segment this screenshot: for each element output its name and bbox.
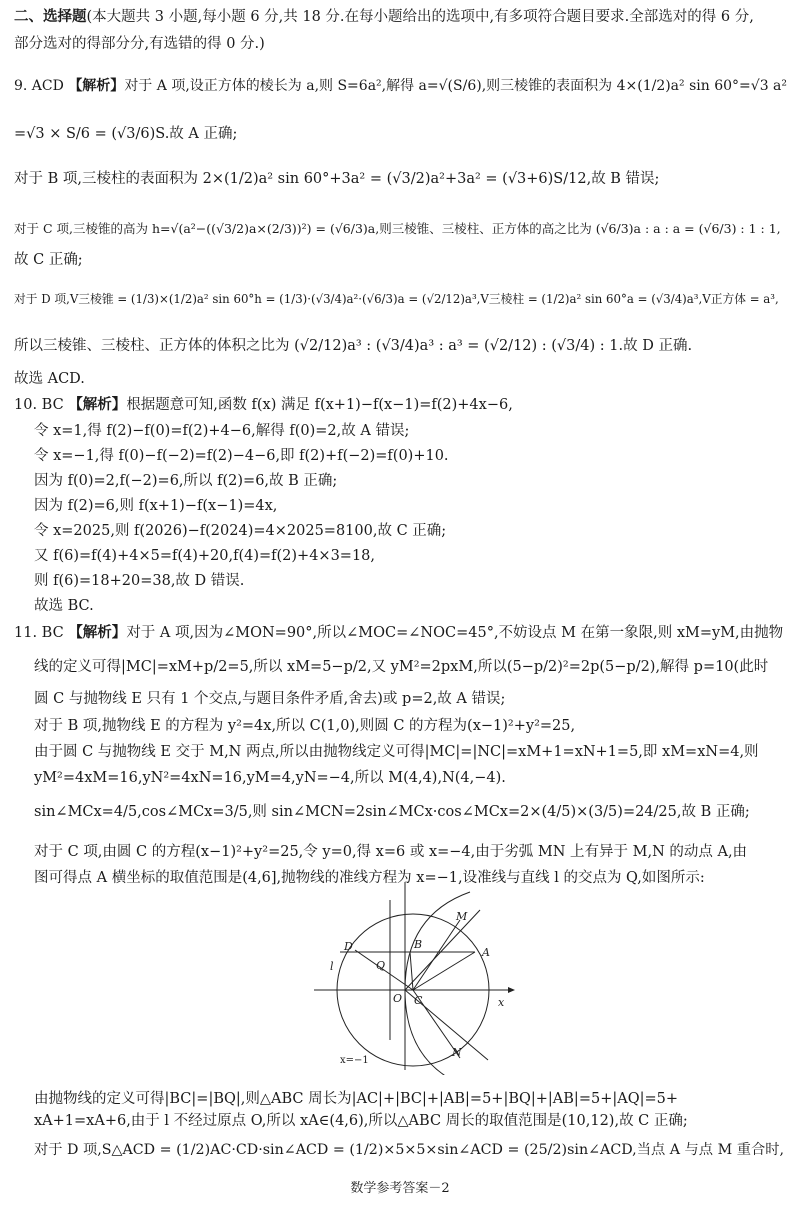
q11-line-10: 由抛物线的定义可得|BC|=|BQ|,则△ABC 周长为|AC|+|BC|+|AB|=5+|BQ|+|AB|=5+|AQ|=5+ (34, 1091, 678, 1107)
geometry-figure (310, 880, 520, 1075)
q9-line-7: 所以三棱锥、三棱柱、正方体的体积之比为 (√2/12)a³ : (√3/4)a³ : a³ = (√2/12) : (√3/4) : 1.故 D 正确. (14, 338, 693, 354)
q10-line-4: 因为 f(0)=2,f(−2)=6,所以 f(2)=6,故 B 正确; (34, 473, 338, 489)
q11-line-12: 对于 D 项,S△ACD = (1/2)AC·CD·sin∠ACD = (1/2)×5×5×sin∠ACD = (25/2)sin∠ACD,当点 A 与点 M 重合时, (34, 1142, 784, 1158)
label-q: Q (376, 959, 386, 972)
q9-tag: 【解析】 (68, 78, 125, 94)
section-heading (14, 8, 754, 26)
q10-line-6: 令 x=2025,则 f(2026)−f(2024)=4×2025=8100,故 C 正确; (34, 523, 447, 539)
q9-line-1 (14, 77, 787, 95)
q9-line-6: 对于 D 项,V三棱锥 = (1/3)×(1/2)a² sin 60°h = (1/3)·(√3/4)a²·(√6/3)a = (√2/12)a³,V三棱柱 = (1/2)a² sin 60°a = (√3/4)a³,V正方体 = a³, (14, 292, 779, 306)
label-o: O (393, 992, 403, 1005)
q9-line-5: 故 C 正确; (14, 252, 83, 268)
q11-line-6: yM²=4xM=16,yN²=4xN=16,yM=4,yN=−4,所以 M(4,4),N(4,−4). (34, 770, 506, 786)
q9-line-4: 对于 C 项,三棱锥的高为 h=√(a²−((√3/2)a×(2/3))²) = (√6/3)a,则三棱锥、三棱柱、正方体的高之比为 (√6/3)a : a : a = (√6/3) : 1 : 1, (14, 221, 781, 236)
q11-line-11: xA+1=xA+6,由于 l 不经过原点 O,所以 xA∈(4,6),所以△ABC 周长的取值范围是(10,12),故 C 正确; (34, 1113, 688, 1129)
label-c: C (414, 994, 423, 1007)
q11-line-3: 圆 C 与抛物线 E 只有 1 个交点,与题目条件矛盾,舍去)或 p=2,故 A 错误; (34, 691, 506, 707)
label-m: M (456, 910, 468, 923)
q9-number: 9. ACD (14, 78, 64, 94)
section-title: 二、选择题 (14, 9, 87, 25)
section-desc-2: 部分选对的得部分分,有选错的得 0 分.) (14, 36, 265, 52)
q9-line-8: 故选 ACD. (14, 371, 85, 387)
q11-line-4: 对于 B 项,抛物线 E 的方程为 y²=4x,所以 C(1,0),则圆 C 的方程为(x−1)²+y²=25, (34, 718, 576, 734)
label-l: l (330, 960, 334, 973)
label-a: A (482, 946, 490, 959)
label-d: D (344, 940, 353, 953)
q10-line-8: 则 f(6)=18+20=38,故 D 错误. (34, 573, 245, 589)
section-desc-1: (本大题共 3 小题,每小题 6 分,共 18 分.在每小题给出的选项中,有多项符合题目要求.全部选对的得 6 分, (86, 9, 754, 25)
label-directrix: x=−1 (340, 1055, 369, 1066)
q10-text-1: 根据题意可知,函数 f(x) 满足 f(x+1)−f(x−1)=f(2)+4x−6, (126, 397, 513, 413)
q11-tag: 【解析】 (68, 625, 127, 641)
q11-line-9: 图可得点 A 横坐标的取值范围是(4,6],抛物线的准线方程为 x=−1,设准线与直线 l 的交点为 Q,如图所示: (34, 870, 705, 886)
page-footer: 数学参考答案－2 (350, 1181, 450, 1196)
q10-line-2: 令 x=1,得 f(2)−f(0)=f(2)+4−6,解得 f(0)=2,故 A 错误; (34, 423, 410, 439)
label-n: N (452, 1046, 462, 1059)
q11-line-8: 对于 C 项,由圆 C 的方程(x−1)²+y²=25,令 y=0,得 x=6 或 x=−4,由于劣弧 MN 上有异于 M,N 的动点 A,由 (34, 844, 748, 860)
q11-line-2: 线的定义可得|MC|=xM+p/2=5,所以 xM=5−p/2,又 yM²=2pxM,所以(5−p/2)²=2p(5−p/2),解得 p=10(此时 (34, 659, 769, 675)
q11-text-1: 对于 A 项,因为∠MON=90°,所以∠MOC=∠NOC=45°,不妨设点 M 在第一象限,则 xM=yM,由抛物 (126, 625, 784, 641)
q10-line-5: 因为 f(2)=6,则 f(x+1)−f(x−1)=4x, (34, 498, 278, 514)
q11-line-5: 由于圆 C 与抛物线 E 交于 M,N 两点,所以由抛物线定义可得|MC|=|NC|=xM+1=xN+1=5,即 xM=xN=4,则 (34, 744, 759, 760)
q10-line-9: 故选 BC. (34, 598, 94, 614)
x-axis-arrow (508, 987, 515, 993)
q9-line-3: 对于 B 项,三棱柱的表面积为 2×(1/2)a² sin 60°+3a² = (√3/2)a²+3a² = (√3+6)S/12,故 B 错误; (14, 171, 660, 187)
label-b: B (414, 938, 423, 951)
label-x: x (498, 996, 505, 1009)
q11-line-7: sin∠MCx=4/5,cos∠MCx=3/5,则 sin∠MCN=2sin∠MCx·cos∠MCx=2×(4/5)×(3/5)=24/25,故 B 正确; (34, 804, 750, 820)
q11-line-1 (14, 624, 783, 642)
q10-line-3: 令 x=−1,得 f(0)−f(−2)=f(2)−4−6,即 f(2)+f(−2)=f(0)+10. (34, 448, 449, 464)
q10-number: 10. BC (14, 397, 64, 413)
q11-number: 11. BC (14, 625, 64, 641)
q10-line-7: 又 f(6)=f(4)+4×5=f(4)+20,f(4)=f(2)+4×3=18, (34, 548, 376, 564)
q10-tag: 【解析】 (68, 397, 127, 413)
q9-line-2: =√3 × S/6 = (√3/6)S.故 A 正确; (14, 126, 238, 142)
q10-line-1 (14, 396, 513, 414)
q9-text-1: 对于 A 项,设正方体的棱长为 a,则 S=6a²,解得 a=√(S/6),则三棱锥的表面积为 4×(1/2)a² sin 60°=√3 a² (124, 78, 788, 94)
